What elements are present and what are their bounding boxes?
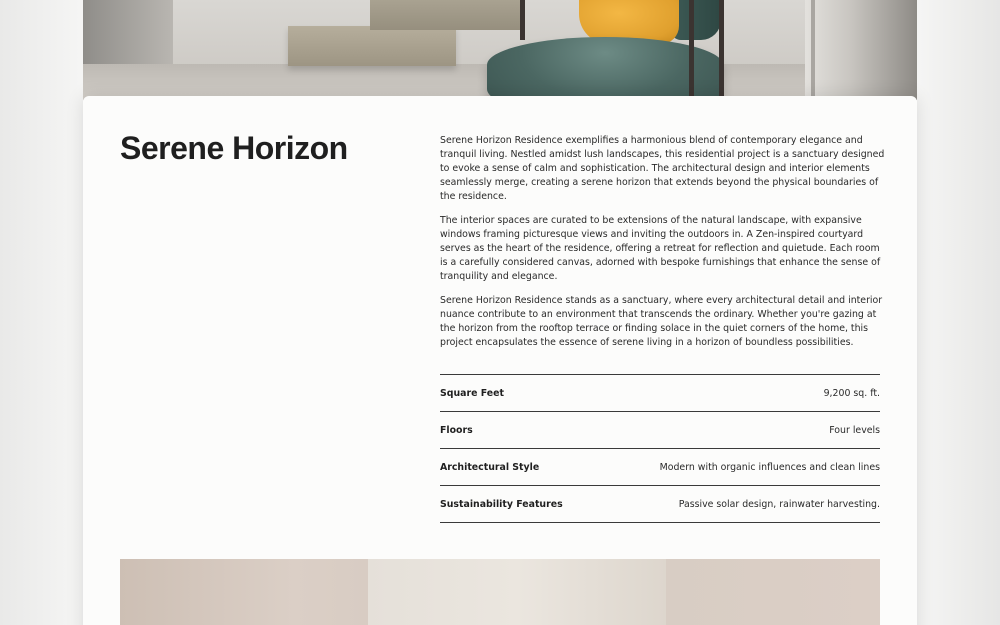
spec-table [440,374,880,523]
gallery-strip [120,559,880,625]
spec-value: 9,200 sq. ft. [823,387,880,399]
description-paragraph: The interior spaces are curated to be extensions of the natural landscape, with expansive windows framing picturesque views and inviting the outdoors in. A Zen-inspired courtyard serves as the heart of the residence, offering a retreat for reflection and quietude. Each room is a carefully considered canvas, adorned with bespoke furnishings that enhance the sense of tranquility and elegance. [440,215,881,282]
hero-stone-block [288,26,456,66]
spec-row-square-feet [440,375,880,412]
spec-row-sustainability [440,486,880,523]
spec-label: Square Feet [440,387,504,399]
chair-leg [719,0,724,100]
spec-value: Passive solar design, rainwater harvesting. [678,498,880,510]
hero-stone-block-upper [370,0,525,30]
spec-label: Architectural Style [440,461,540,473]
description-paragraph: Serene Horizon Residence exemplifies a harmonious blend of contemporary elegance and tranquil living. Nestled amidst lush landscapes, this residential project is a sanctuary designed to evoke a sense of calm and sophistication. The architectural design and interior elements seamlessly merge, creating a serene horizon that extends beyond the physical boundaries of the residence. [440,135,885,202]
spec-label: Sustainability Features [440,498,563,510]
spec-label: Floors [440,424,473,436]
hero-doorframe [805,0,917,100]
gallery-image[interactable] [120,559,368,625]
spec-row-architectural-style [440,449,880,486]
gallery-image[interactable] [368,559,666,625]
chair-seat [487,37,723,100]
chair-leg [520,0,525,40]
gallery-image[interactable] [666,559,880,625]
hero-image [83,0,917,100]
project-title: Serene Horizon [120,130,348,166]
chair-leg [689,0,694,100]
spec-value: Four levels [829,424,880,436]
spec-row-floors [440,412,880,449]
description-paragraph: Serene Horizon Residence stands as a sanctuary, where every architectural detail and interior nuance contribute to an environment that transcends the ordinary. Whether you're gazing at the horizon from the rooftop terrace or finding solace in the quiet corners of the home, this project encapsulates the essence of serene living in a horizon of boundless possibilities. [440,295,883,348]
project-description [440,134,885,360]
project-card [83,96,917,625]
spec-value: Modern with organic influences and clean lines [659,461,880,473]
